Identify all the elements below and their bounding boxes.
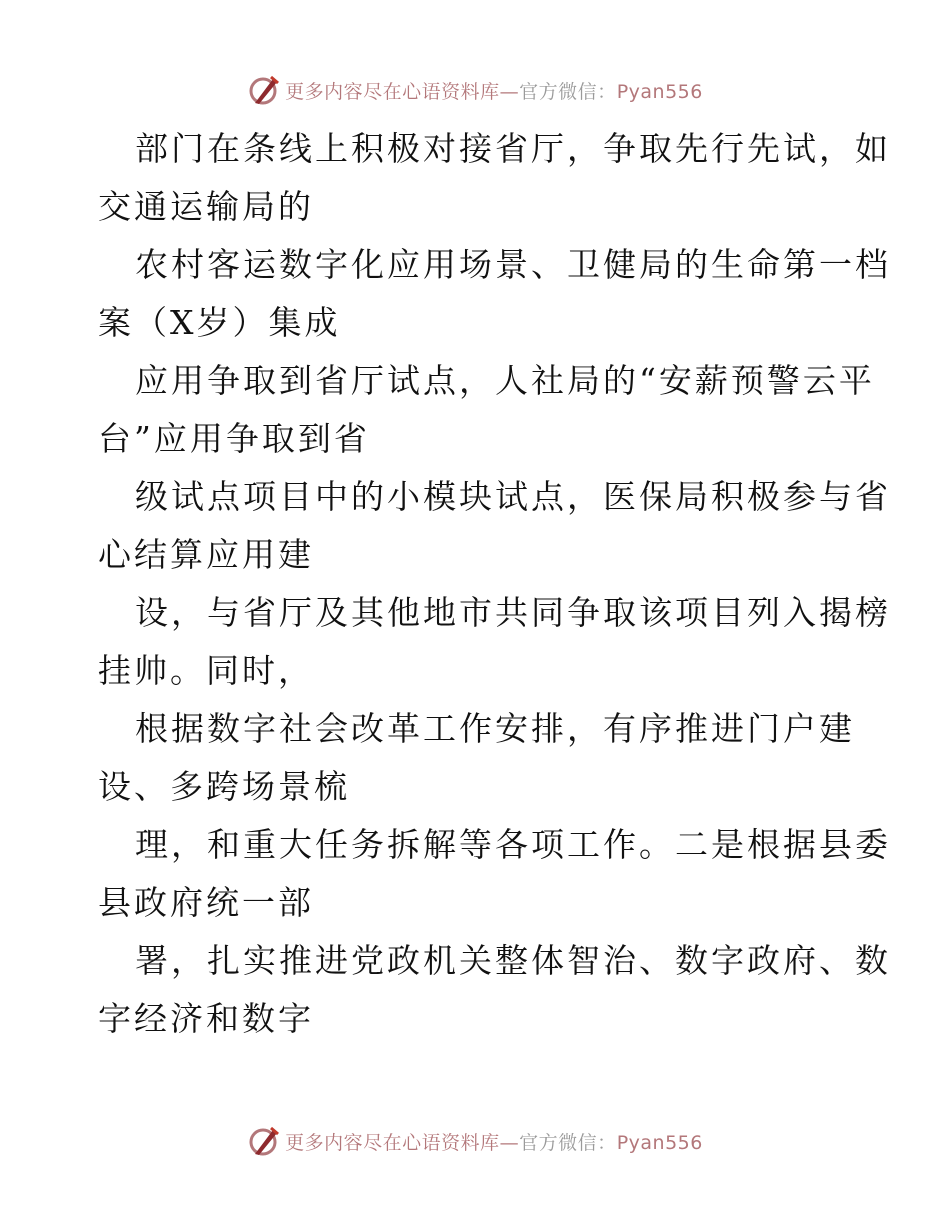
paragraph-line: 部门在条线上积极对接省厅，争取先行先试，如 <box>135 129 891 168</box>
paragraph-line: 设，与省厅及其他地市共同争取该项目列入揭榜 <box>135 593 891 632</box>
paragraph-line: 根据数字社会改革工作安排，有序推进门户建 <box>135 709 855 748</box>
paragraph <box>98 468 891 584</box>
watermark-text <box>285 77 703 104</box>
paragraph <box>98 352 875 468</box>
quill-pen-logo-icon <box>247 73 281 107</box>
paragraph-line: 署，扎实推进党政机关整体智治、数字政府、数 <box>135 941 891 980</box>
watermark-dash: — <box>499 1131 520 1154</box>
paragraph-line: 应用争取到省厅试点，人社局的“安薪预警云平 <box>135 361 875 400</box>
paragraph-line: 字经济和数字 <box>98 999 314 1038</box>
paragraph <box>98 120 891 236</box>
paragraph-line: 台”应用争取到省 <box>98 419 370 458</box>
paragraph <box>98 236 891 352</box>
header-watermark <box>0 70 950 110</box>
paragraph-line: 设、多跨场景梳 <box>98 767 350 806</box>
paragraph-line: 挂帅。同时， <box>98 651 314 690</box>
watermark-site: 更多内容尽在心语资料库 <box>285 80 500 103</box>
watermark-account: Pyan556 <box>616 80 703 103</box>
paragraph <box>98 700 858 816</box>
watermark-official: 官方微信： <box>519 1131 617 1154</box>
paragraph-line: 农村客运数字化应用场景、卫健局的生命第一档 <box>135 245 891 284</box>
watermark-site: 更多内容尽在心语资料库 <box>285 1131 500 1154</box>
paragraph <box>98 932 891 1048</box>
paragraph-line: 心结算应用建 <box>98 535 314 574</box>
paragraph-line: 县政府统一部 <box>98 883 314 922</box>
watermark-dash: — <box>499 80 520 103</box>
paragraph <box>98 816 891 932</box>
document-body <box>98 120 891 1048</box>
paragraph-line: 案（X岁）集成 <box>98 303 341 342</box>
paragraph-line: 理，和重大任务拆解等各项工作。二是根据县委 <box>135 825 891 864</box>
watermark-account: Pyan556 <box>616 1131 703 1154</box>
watermark-text <box>285 1128 703 1155</box>
footer-watermark <box>0 1121 950 1161</box>
paragraph-line: 级试点项目中的小模块试点，医保局积极参与省 <box>135 477 891 516</box>
paragraph-line: 交通运输局的 <box>98 187 314 226</box>
paragraph <box>98 584 891 700</box>
watermark-official: 官方微信： <box>519 80 617 103</box>
quill-pen-logo-icon <box>247 1124 281 1158</box>
